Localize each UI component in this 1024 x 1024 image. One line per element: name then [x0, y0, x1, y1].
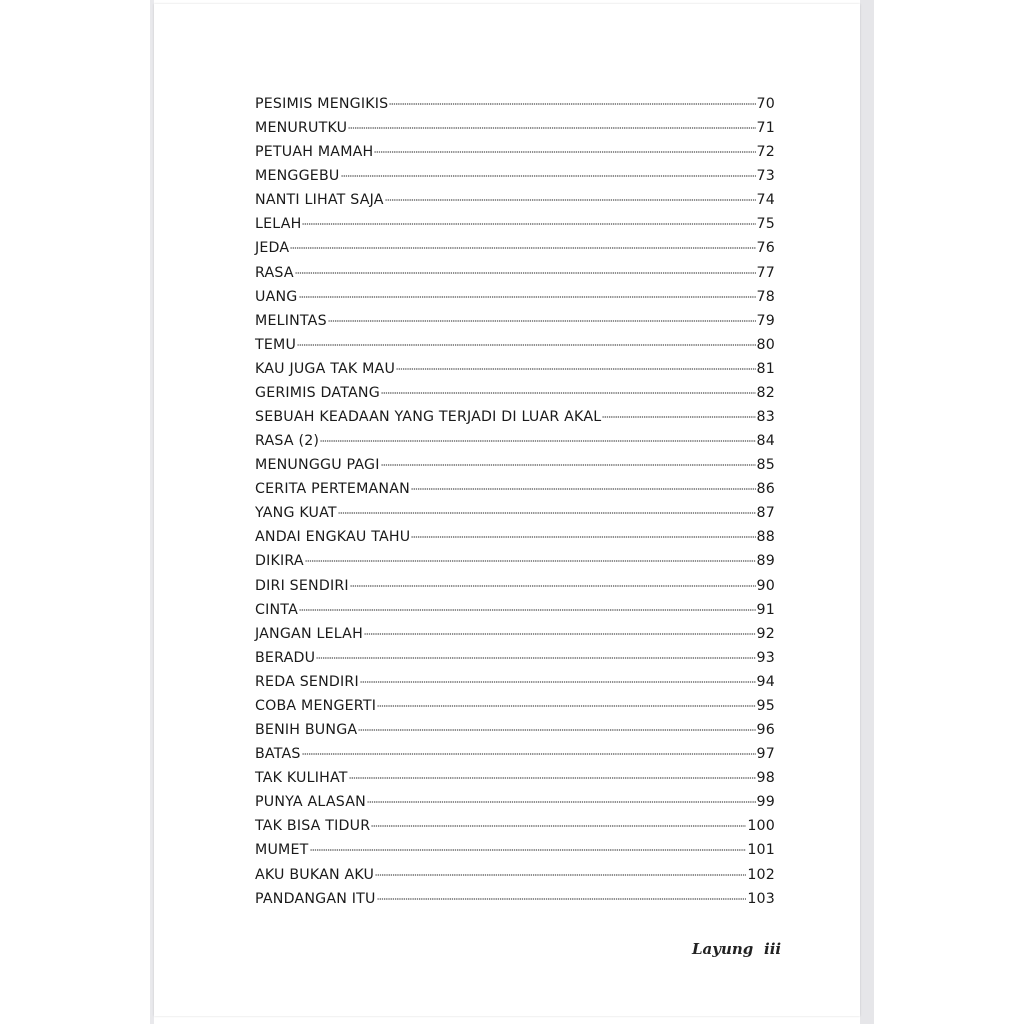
toc-entry-page-number: 98: [756, 770, 775, 787]
toc-entry-page-number: 95: [756, 697, 775, 714]
dot-leader: [320, 440, 755, 442]
dot-leader: [381, 392, 756, 394]
dot-leader: [389, 103, 755, 105]
toc-entry-title: PETUAH MAMAH: [255, 144, 374, 161]
toc-entry: [255, 261, 775, 285]
toc-entry-title: KAU JUGA TAK MAU: [255, 360, 396, 377]
dot-leader: [302, 223, 755, 225]
toc-entry-title: MENURUTKU: [255, 120, 348, 137]
toc-entry-page-number: 82: [756, 384, 775, 401]
toc-entry-title: TAK BISA TIDUR: [255, 818, 371, 835]
toc-entry: [255, 766, 775, 790]
toc-entry-title: ANDAI ENGKAU TAHU: [255, 529, 411, 546]
toc-entry-page-number: 94: [756, 673, 775, 690]
toc-entry-title: CERITA PERTEMANAN: [255, 481, 410, 498]
toc-entry-page-number: 85: [756, 457, 775, 474]
toc-entry-page-number: 101: [747, 842, 775, 859]
toc-entry-title: MUMET: [255, 842, 309, 859]
dot-leader: [297, 344, 755, 346]
toc-entry-title: CINTA: [255, 601, 298, 618]
toc-entry: [255, 140, 775, 164]
dot-leader: [295, 272, 756, 274]
toc-entry: [255, 670, 775, 694]
toc-entry-title: BATAS: [255, 746, 301, 763]
toc-entry-title: SEBUAH KEADAAN YANG TERJADI DI LUAR AKAL: [255, 409, 602, 426]
toc-entry-page-number: 102: [747, 866, 775, 883]
toc-entry-page-number: 96: [756, 722, 775, 739]
dot-leader: [299, 609, 756, 611]
dot-leader: [377, 705, 755, 707]
dot-leader: [364, 633, 756, 635]
toc-entry: [255, 694, 775, 718]
dot-leader: [290, 247, 755, 249]
toc-entry: [255, 429, 775, 453]
toc-entry-title: LELAH: [255, 216, 302, 233]
toc-entry: [255, 212, 775, 236]
toc-entry-page-number: 79: [756, 312, 775, 329]
dot-leader: [360, 681, 756, 683]
toc-entry: [255, 285, 775, 309]
dot-leader: [338, 512, 756, 514]
toc-entry: [255, 116, 775, 140]
toc-entry-page-number: 93: [756, 649, 775, 666]
toc-entry: [255, 598, 775, 622]
toc-entry-page-number: 87: [756, 505, 775, 522]
dot-leader: [381, 464, 756, 466]
toc-entry: [255, 838, 775, 862]
toc-entry-title: DIRI SENDIRI: [255, 577, 349, 594]
toc-entry-title: RASA (2): [255, 433, 320, 450]
toc-entry-title: MENGGEBU: [255, 168, 340, 185]
toc-entry: [255, 814, 775, 838]
toc-entry: [255, 164, 775, 188]
dot-leader: [367, 801, 756, 803]
toc-entry: [255, 622, 775, 646]
toc-entry-page-number: 91: [756, 601, 775, 618]
toc-entry: [255, 501, 775, 525]
toc-entry-page-number: 100: [747, 818, 775, 835]
toc-entry-page-number: 97: [756, 746, 775, 763]
toc-entry-page-number: 77: [756, 264, 775, 281]
toc-entry-title: PUNYA ALASAN: [255, 794, 366, 811]
toc-entry-page-number: 103: [747, 890, 775, 907]
toc-entry-page-number: 86: [756, 481, 775, 498]
toc-entry-title: BENIH BUNGA: [255, 722, 358, 739]
toc-entry: [255, 188, 775, 212]
dot-leader: [305, 560, 756, 562]
toc-entry-title: MELINTAS: [255, 312, 327, 329]
toc-entry-page-number: 74: [756, 192, 775, 209]
toc-entry-page-number: 73: [756, 168, 775, 185]
toc-entry-title: JEDA: [255, 240, 290, 257]
toc-entry-page-number: 99: [756, 794, 775, 811]
dot-leader: [396, 368, 756, 370]
toc-entry-title: PANDANGAN ITU: [255, 890, 376, 907]
toc-entry-title: AKU BUKAN AKU: [255, 866, 375, 883]
dot-leader: [328, 320, 756, 322]
toc-entry: [255, 333, 775, 357]
toc-entry-page-number: 80: [756, 336, 775, 353]
toc-entry: [255, 236, 775, 260]
toc-entry-title: COBA MENGERTI: [255, 697, 377, 714]
dot-leader: [371, 825, 746, 827]
dot-leader: [349, 777, 756, 779]
toc-entry-page-number: 84: [756, 433, 775, 450]
toc-entry: [255, 309, 775, 333]
toc-entry-title: REDA SENDIRI: [255, 673, 359, 690]
toc-entry-title: TEMU: [255, 336, 297, 353]
toc-entry: [255, 453, 775, 477]
toc-entry-page-number: 70: [756, 96, 775, 112]
table-of-contents: [255, 92, 775, 911]
toc-entry: [255, 405, 775, 429]
toc-entry: [255, 357, 775, 381]
dot-leader: [602, 416, 755, 418]
toc-entry-title: TAK KULIHAT: [255, 770, 348, 787]
viewer-frame-right: [860, 0, 874, 1024]
dot-leader: [411, 488, 756, 490]
toc-entry: [255, 477, 775, 501]
toc-entry: [255, 549, 775, 573]
toc-entry-title: NANTI LIHAT SAJA: [255, 192, 384, 209]
toc-entry: [255, 742, 775, 766]
toc-entry-title: DIKIRA: [255, 553, 304, 570]
dot-leader: [411, 536, 755, 538]
toc-entry: [255, 574, 775, 598]
toc-entry-page-number: 78: [756, 288, 775, 305]
dot-leader: [375, 874, 746, 876]
dot-leader: [316, 657, 755, 659]
toc-entry-page-number: 89: [756, 553, 775, 570]
toc-entry-page-number: 76: [756, 240, 775, 257]
toc-entry: [255, 381, 775, 405]
toc-entry-page-number: 71: [756, 120, 775, 137]
toc-entry: [255, 863, 775, 887]
dot-leader: [385, 199, 756, 201]
toc-entry: [255, 646, 775, 670]
dot-leader: [377, 898, 747, 900]
toc-entry-page-number: 90: [756, 577, 775, 594]
dot-leader: [350, 585, 756, 587]
toc-entry-title: PESIMIS MENGIKIS: [255, 96, 389, 112]
dot-leader: [374, 151, 755, 153]
footer-book-title: Layung: [692, 940, 754, 958]
dot-leader: [310, 849, 747, 851]
dot-leader: [358, 729, 755, 731]
toc-entry-title: BERADU: [255, 649, 316, 666]
toc-entry-title: MENUNGGU PAGI: [255, 457, 380, 474]
toc-entry-page-number: 92: [756, 625, 775, 642]
dot-leader: [348, 127, 755, 129]
toc-entry-title: UANG: [255, 288, 298, 305]
toc-entry: [255, 92, 775, 116]
dot-leader: [341, 175, 756, 177]
toc-entry-title: YANG KUAT: [255, 505, 337, 522]
dot-leader: [302, 753, 756, 755]
toc-entry: [255, 790, 775, 814]
toc-entry: [255, 718, 775, 742]
toc-entry-page-number: 81: [756, 360, 775, 377]
toc-entry-page-number: 88: [756, 529, 775, 546]
toc-entry-title: JANGAN LELAH: [255, 625, 363, 642]
toc-entry-page-number: 75: [756, 216, 775, 233]
toc-entry-title: RASA: [255, 264, 294, 281]
dot-leader: [299, 296, 756, 298]
document-page: [154, 4, 860, 1016]
footer-page-number: iii: [764, 940, 782, 958]
toc-entry: [255, 887, 775, 911]
toc-entry: [255, 525, 775, 549]
toc-entry-page-number: 72: [756, 144, 775, 161]
toc-entry-title: GERIMIS DATANG: [255, 384, 380, 401]
toc-entry-page-number: 83: [756, 409, 775, 426]
